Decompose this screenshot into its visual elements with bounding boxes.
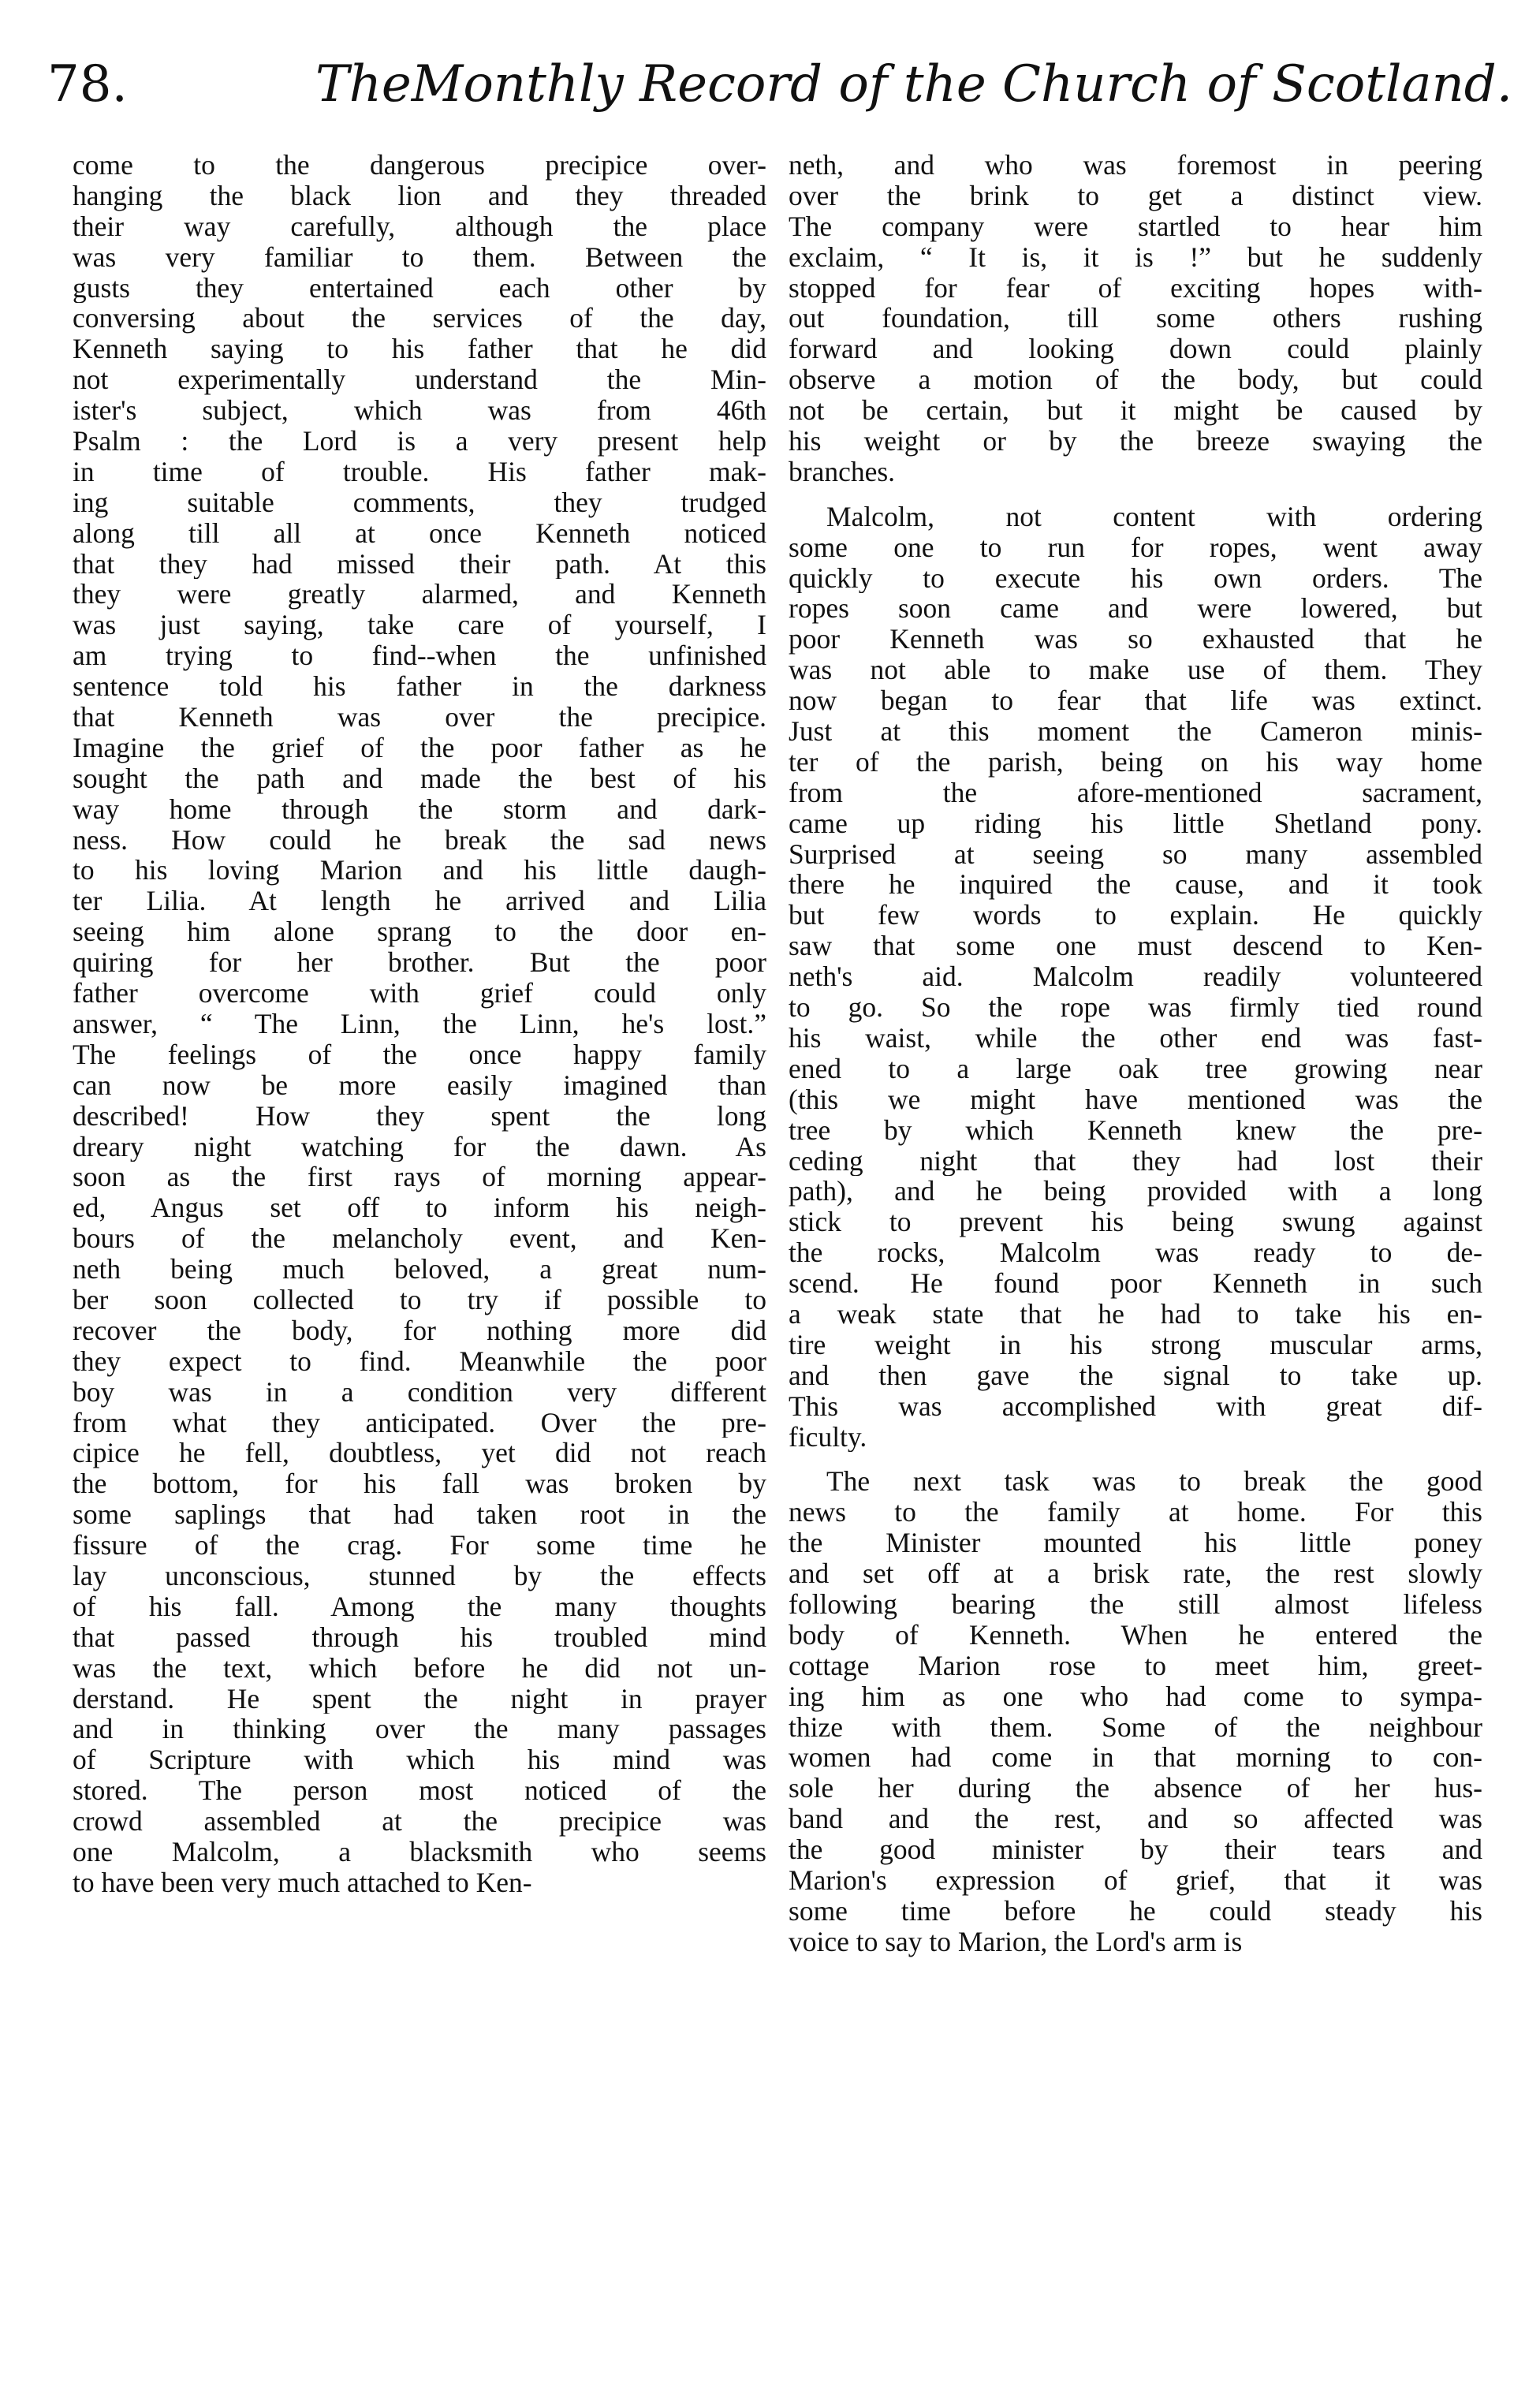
text-line: recover the body, for nothing more did [73,1315,766,1346]
text-line: tire weight in his strong muscular arms, [789,1329,1482,1360]
text-line: ter of the parish, being on his way home [789,746,1482,778]
text-line: to his loving Marion and his little daugh- [73,855,766,886]
text-line: exclaim, “ It is, it is !” but he suddenly [789,241,1482,273]
text-line: body of Kenneth. When he entered the [789,1619,1482,1651]
text-line: Psalm : the Lord is a very present help [73,426,766,457]
text-line: neth, and who was foremost in peering [789,150,1482,181]
text-line: ceding night that they had lost their [789,1145,1482,1177]
text-line: from the afore-mentioned sacrament, [789,777,1482,808]
left-column [73,150,766,1898]
text-line: described! How they spent the long [73,1100,766,1132]
text-line: ter Lilia. At length he arrived and Lilia [73,886,766,917]
page-number: 78. [47,55,128,114]
text-line: soon as the first rays of morning appear- [73,1162,766,1193]
text-line: derstand. He spent the night in prayer [73,1683,766,1714]
text-line: the Minister mounted his little poney [789,1528,1482,1559]
text-line: ed, Angus set off to inform his neigh- [73,1192,766,1224]
text-line: neth being much beloved, a great num- [73,1254,766,1285]
text-line: ropes soon came and were lowered, but [789,593,1482,625]
text-line: one Malcolm, a blacksmith who seems [73,1836,766,1867]
text-line: stored. The person most noticed of the [73,1775,766,1807]
text-line: observe a motion of the body, but could [789,364,1482,396]
text-line: ened to a large oak tree growing near [789,1053,1482,1084]
text-line: was the text, which before he did not un- [73,1652,766,1684]
text-line: voice to say to Marion, the Lord's arm is [789,1926,1243,1957]
text-line: poor Kenneth was so exhausted that he [789,624,1482,655]
text-line: (this we might have mentioned was the [789,1084,1482,1115]
text-line: crowd assembled at the precipice was [73,1806,766,1837]
text-line: sole her during the absence of her hus- [789,1773,1482,1804]
text-line: now began to fear that life was extinct. [789,685,1482,717]
text-line: his waist, while the other end was fast- [789,1022,1482,1054]
text-line: sentence told his father in the darkness [73,671,766,703]
text-line: ness. How could he break the sad news [73,824,766,856]
text-line: out foundation, till some others rushing [789,303,1482,334]
text-line: not experimentally understand the Min- [73,364,766,396]
text-line: to go. So the rope was firmly tied round [789,992,1482,1023]
text-line: boy was in a condition very different [73,1376,766,1408]
text-line: scend. He found poor Kenneth in such [789,1268,1482,1299]
text-line: ing suitable comments, they trudged [73,487,766,518]
text-line: along till all at once Kenneth noticed [73,517,766,549]
text-line: from what they anticipated. Over the pre- [73,1407,766,1438]
text-line: they were greatly alarmed, and Kenneth [73,579,766,610]
text-line: was just saying, take care of yourself, I [73,610,766,641]
text-line: stopped for fear of exciting hopes with- [789,272,1482,304]
text-line: not be certain, but it might be caused by [789,395,1482,427]
text-line: Kenneth saying to his father that he did [73,334,766,365]
text-line: over the brink to get a distinct view. [789,180,1482,211]
text-line: but few words to explain. He quickly [789,900,1482,931]
text-line: there he inquired the cause, and it took [789,869,1482,901]
text-line: Surprised at seeing so many assembled [789,838,1482,870]
text-line: father overcome with grief could only [73,978,766,1009]
text-line: am trying to find--when the unfinished [73,640,766,672]
text-line: conversing about the services of the day, [73,303,766,334]
text-line: dreary night watching for the dawn. As [73,1131,766,1162]
text-line: the bottom, for his fall was broken by [73,1468,766,1500]
text-line: The company were startled to hear him [789,211,1482,242]
text-line: path), and he being provided with a long [789,1176,1482,1207]
text-line: and then gave the signal to take up. [789,1360,1482,1391]
text-line: was very familiar to them. Between the [73,241,766,273]
text-line: answer, “ The Linn, the Linn, he's lost.” [73,1008,766,1039]
text-line: was not able to make use of them. They [789,655,1482,686]
text-line: and set off at a brisk rate, the rest slowly [789,1558,1482,1589]
paragraph-gap [789,487,1482,502]
text-line: came up riding his little Shetland pony. [789,808,1482,839]
text-line: they expect to find. Meanwhile the poor [73,1345,766,1377]
text-line: The feelings of the once happy family [73,1039,766,1070]
text-line: and in thinking over the many passages [73,1714,766,1745]
text-line: cottage Marion rose to meet him, greet- [789,1650,1482,1681]
text-line: thize with them. Some of the neighbour [789,1711,1482,1743]
text-line: lay unconscious, stunned by the effects [73,1560,766,1591]
running-title: TheMonthly Record of the Church of Scotland. [315,55,1513,114]
text-line: Marion's expression of grief, that it was [789,1864,1482,1896]
paragraph-gap [789,1452,1482,1466]
text-line: ister's subject, which was from 46th [73,395,766,427]
text-line: that they had missed their path. At this [73,548,766,580]
text-line: saw that some one must descend to Ken- [789,931,1482,962]
text-line: ing him as one who had come to sympa- [789,1681,1482,1712]
text-line: band and the rest, and so affected was [789,1804,1482,1835]
text-line: The next task was to break the good [826,1466,1482,1498]
text-line: gusts they entertained each other by [73,272,766,304]
text-line: This was accomplished with great dif- [789,1390,1482,1422]
text-line: that passed through his troubled mind [73,1621,766,1653]
text-line: sought the path and made the best of his [73,763,766,794]
text-line: stick to prevent his being swung against [789,1207,1482,1238]
text-line: the good minister by their tears and [789,1834,1482,1865]
text-line: quiring for her brother. But the poor [73,947,766,979]
text-line: to have been very much attached to Ken- [73,1867,532,1898]
right-column [789,150,1482,1957]
text-line: cipice he fell, doubtless, yet did not reach [73,1438,766,1469]
text-line: come to the dangerous precipice over- [73,150,766,181]
text-line: fissure of the crag. For some time he [73,1530,766,1561]
text-line: his weight or by the breeze swaying the [789,426,1482,457]
text-line: branches. [789,456,896,487]
text-line: their way carefully, although the place [73,211,766,242]
text-line: way home through the storm and dark- [73,793,766,825]
text-line: bours of the melancholy event, and Ken- [73,1223,766,1255]
text-line: the rocks, Malcolm was ready to de- [789,1237,1482,1269]
text-line: Imagine the grief of the poor father as he [73,732,766,763]
text-line: ficulty. [789,1421,867,1453]
text-line: forward and looking down could plainly [789,334,1482,365]
text-line: can now be more easily imagined than [73,1069,766,1101]
text-line: a weak state that he had to take his en- [789,1298,1482,1330]
text-line: some one to run for ropes, went away [789,532,1482,563]
text-line: ber soon collected to try if possible to [73,1284,766,1315]
text-line: of Scripture with which his mind was [73,1744,766,1776]
text-line: following bearing the still almost lifeless [789,1588,1482,1620]
text-line: Malcolm, not content with ordering [826,501,1482,532]
text-line: some time before he could steady his [789,1895,1482,1927]
text-line: women had come in that morning to con- [789,1742,1482,1774]
running-header [47,49,1513,136]
text-line: quickly to execute his own orders. The [789,562,1482,594]
text-line: seeing him alone sprang to the door en- [73,916,766,948]
text-line: neth's aid. Malcolm readily volunteered [789,961,1482,993]
text-line: some saplings that had taken root in the [73,1499,766,1531]
text-line: tree by which Kenneth knew the pre- [789,1114,1482,1146]
text-line: that Kenneth was over the precipice. [73,702,766,733]
text-line: of his fall. Among the many thoughts [73,1591,766,1622]
text-line: news to the family at home. For this [789,1497,1482,1528]
text-line: hanging the black lion and they threaded [73,180,766,211]
text-line: in time of trouble. His father mak- [73,456,766,487]
text-line: Just at this moment the Cameron minis- [789,716,1482,747]
